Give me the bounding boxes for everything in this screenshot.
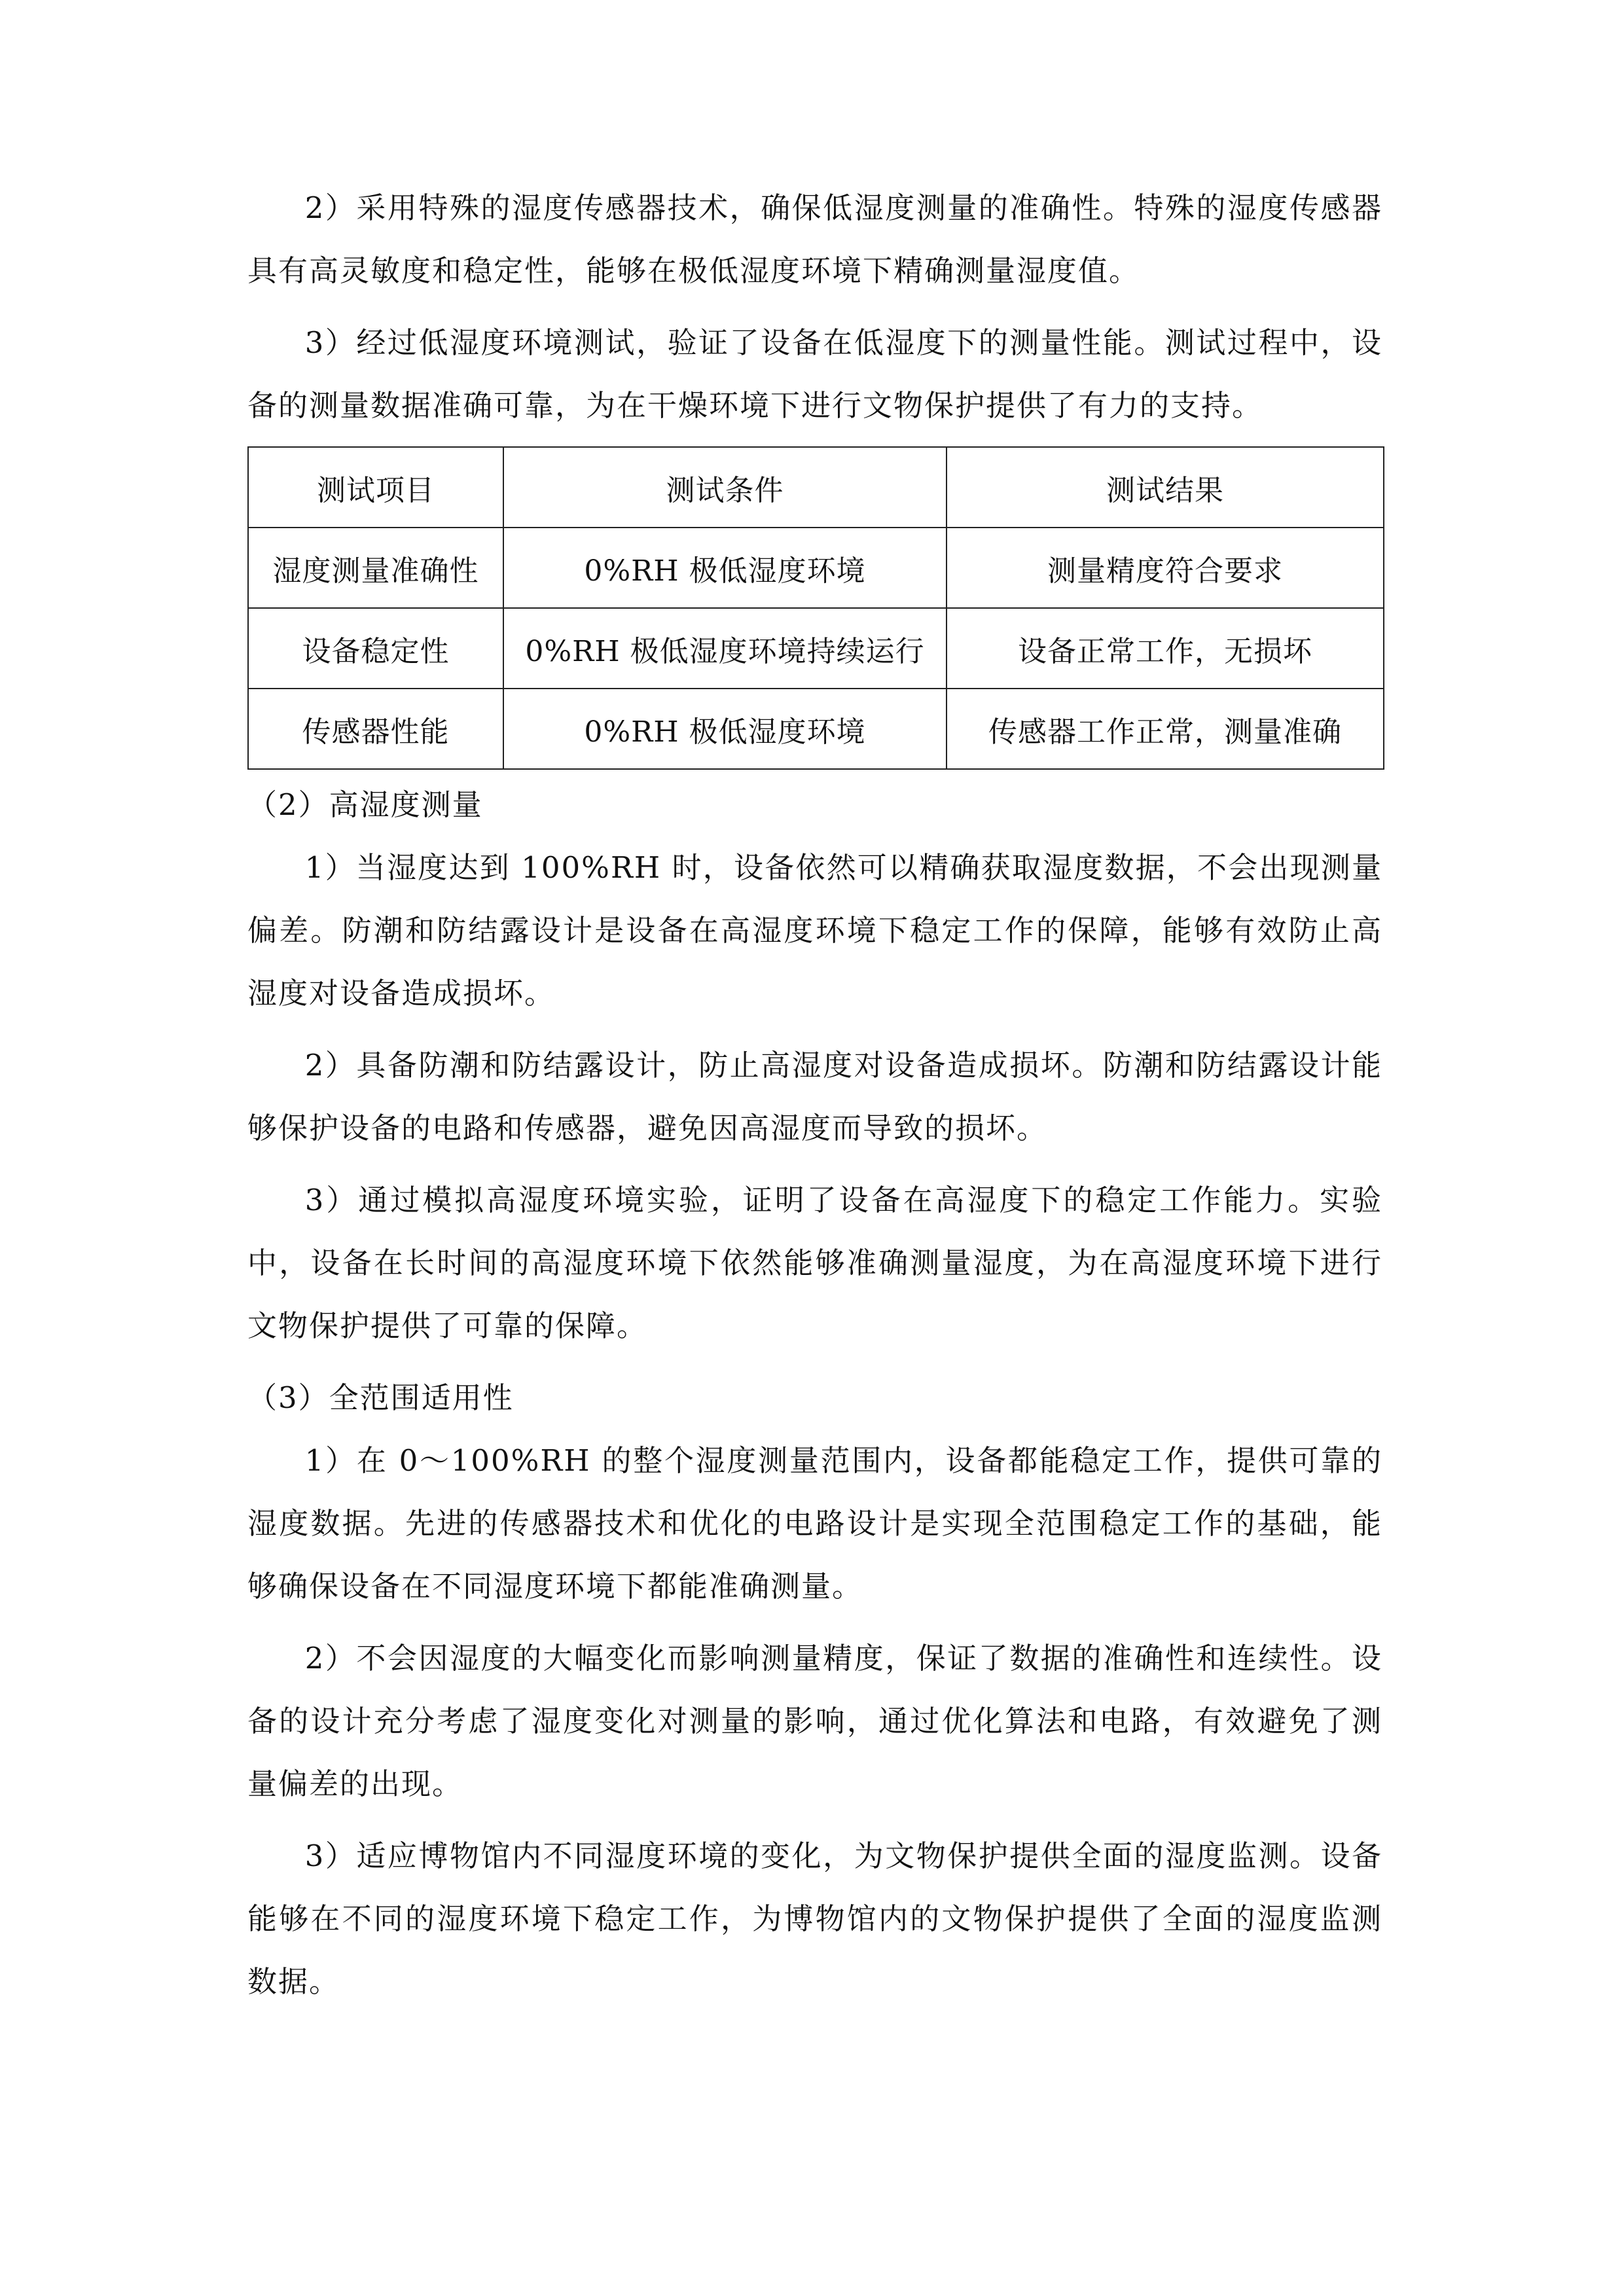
table-cell: 测量精度符合要求 — [947, 528, 1384, 608]
table-header-row — [248, 447, 1384, 528]
table-cell: 设备稳定性 — [248, 608, 503, 689]
paragraph-high-humidity-2: 2）具备防潮和防结露设计，防止高湿度对设备造成损坏。防潮和防结露设计能够保护设备的电路和传感器，避免因高湿度而导致的损坏。 — [247, 1048, 1382, 1145]
paragraph-full-range-3: 3）适应博物馆内不同湿度环境的变化，为文物保护提供全面的湿度监测。设备能够在不同的湿度环境下稳定工作，为博物馆内的文物保护提供了全面的湿度监测数据。 — [247, 1839, 1382, 1999]
table-row — [248, 528, 1384, 608]
table-row — [248, 608, 1384, 689]
paragraph-low-humidity-3: 3）经过低湿度环境测试，验证了设备在低湿度下的测量性能。测试过程中，设备的测量数据准确可靠，为在干燥环境下进行文物保护提供了有力的支持。 — [247, 325, 1382, 423]
paragraph-full-range-1: 1）在 0～100%RH 的整个湿度测量范围内，设备都能稳定工作，提供可靠的湿度数据。先进的传感器技术和优化的电路设计是实现全范围稳定工作的基础，能够确保设备在不同湿度环境下都能准确测量。 — [247, 1443, 1382, 1604]
paragraph-low-humidity-2: 2）采用特殊的湿度传感器技术，确保低湿度测量的准确性。特殊的湿度传感器具有高灵敏度和稳定性，能够在极低湿度环境下精确测量湿度值。 — [247, 190, 1382, 288]
paragraph-full-range-2: 2）不会因湿度的大幅变化而影响测量精度，保证了数据的准确性和连续性。设备的设计充分考虑了湿度变化对测量的影响，通过优化算法和电路，有效避免了测量偏差的出现。 — [247, 1641, 1382, 1801]
table-cell: 0%RH 极低湿度环境 — [503, 528, 947, 608]
paragraph-high-humidity-3: 3）通过模拟高湿度环境实验，证明了设备在高湿度下的稳定工作能力。实验中，设备在长时间的高湿度环境下依然能够准确测量湿度，为在高湿度环境下进行文物保护提供了可靠的保障。 — [247, 1183, 1382, 1343]
header-test-result: 测试结果 — [947, 447, 1384, 528]
header-test-condition: 测试条件 — [503, 447, 947, 528]
section-heading-high-humidity: （2）高湿度测量 — [247, 787, 483, 822]
section-heading-full-range: （3）全范围适用性 — [247, 1380, 514, 1415]
table-cell: 0%RH 极低湿度环境 — [503, 689, 947, 769]
table-row — [248, 689, 1384, 769]
table-cell: 设备正常工作，无损坏 — [947, 608, 1384, 689]
test-results-table — [247, 446, 1384, 770]
document-page — [247, 177, 1382, 2022]
table-cell: 传感器工作正常，测量准确 — [947, 689, 1384, 769]
table-cell: 传感器性能 — [248, 689, 503, 769]
table-cell: 湿度测量准确性 — [248, 528, 503, 608]
table-cell: 0%RH 极低湿度环境持续运行 — [503, 608, 947, 689]
header-test-item: 测试项目 — [248, 447, 503, 528]
paragraph-high-humidity-1: 1）当湿度达到 100%RH 时，设备依然可以精确获取湿度数据，不会出现测量偏差。防潮和防结露设计是设备在高湿度环境下稳定工作的保障，能够有效防止高湿度对设备造成损坏。 — [247, 850, 1382, 1011]
